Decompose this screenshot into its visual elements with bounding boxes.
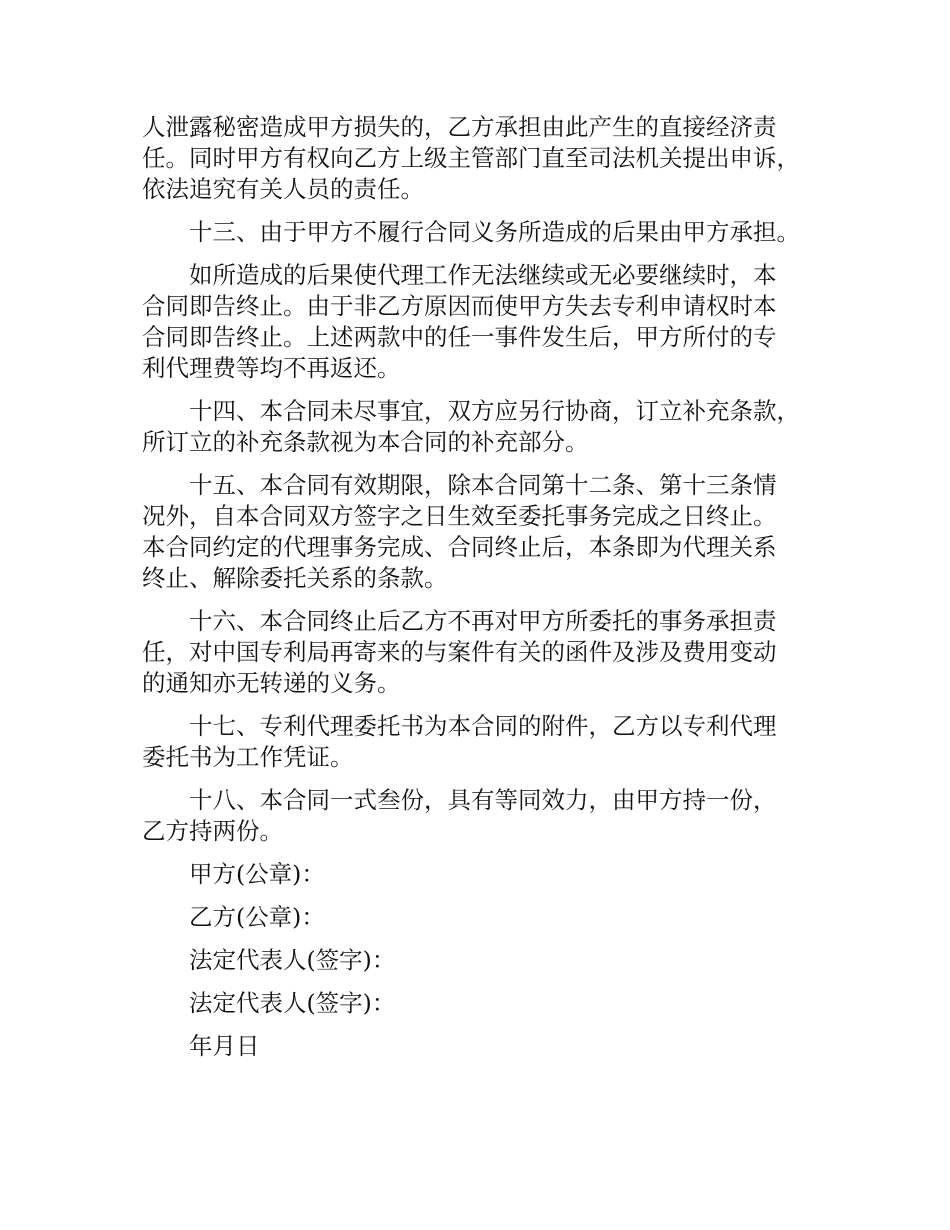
document-body	[142, 112, 810, 1062]
text-line: 况外，自本合同双方签字之日生效至委托事务完成之日终止。	[142, 502, 777, 530]
text-line: 十五、本合同有效期限，除本合同第十二条、第十三条情	[189, 471, 777, 499]
paragraph	[142, 859, 810, 890]
paragraph-spacer	[142, 458, 810, 470]
paragraph	[142, 902, 810, 933]
text-line: 如所造成的后果使代理工作无法继续或无必要继续时，本	[189, 261, 777, 289]
text-line: 法定代表人(签字)：	[189, 946, 396, 974]
text-line: 任。同时甲方有权向乙方上级主管部门直至司法机关提出申诉，	[142, 144, 800, 172]
text-line: 的通知亦无转递的义务。	[142, 669, 401, 697]
paragraph	[142, 470, 810, 594]
paragraph	[142, 217, 810, 248]
paragraph-spacer	[142, 384, 810, 396]
text-line: 乙方持两份。	[142, 817, 283, 845]
paragraph-spacer	[142, 1019, 810, 1031]
paragraph	[142, 988, 810, 1019]
paragraph-spacer	[142, 890, 810, 902]
paragraph-spacer	[142, 976, 810, 988]
paragraph-spacer	[142, 773, 810, 785]
paragraph	[142, 112, 810, 205]
paragraph	[142, 396, 810, 458]
paragraph	[142, 785, 810, 847]
paragraph	[142, 1031, 810, 1062]
paragraph	[142, 260, 810, 384]
text-line: 乙方(公章)：	[189, 903, 325, 931]
text-line: 所订立的补充条款视为本合同的补充部分。	[142, 428, 589, 456]
paragraph	[142, 945, 810, 976]
paragraph-spacer	[142, 847, 810, 859]
paragraph	[142, 606, 810, 699]
paragraph-spacer	[142, 933, 810, 945]
paragraph-spacer	[142, 594, 810, 606]
text-line: 任，对中国专利局再寄来的与案件有关的函件及涉及费用变动	[142, 638, 777, 666]
text-line: 十八、本合同一式叁份，具有等同效力，由甲方持一份，	[189, 786, 777, 814]
text-line: 十六、本合同终止后乙方不再对甲方所委托的事务承担责	[189, 607, 777, 635]
paragraph-spacer	[142, 248, 810, 260]
text-line: 年月日	[189, 1032, 260, 1060]
paragraph-spacer	[142, 205, 810, 217]
text-line: 甲方(公章)：	[189, 860, 325, 888]
text-line: 十三、由于甲方不履行合同义务所造成的后果由甲方承担。	[189, 218, 800, 246]
paragraph-spacer	[142, 699, 810, 711]
paragraph	[142, 711, 810, 773]
text-line: 人泄露秘密造成甲方损失的，乙方承担由此产生的直接经济责	[142, 113, 777, 141]
text-line: 本合同约定的代理事务完成、合同终止后，本条即为代理关系	[142, 533, 777, 561]
text-line: 十七、专利代理委托书为本合同的附件，乙方以专利代理	[189, 712, 777, 740]
text-line: 利代理费等均不再返还。	[142, 354, 401, 382]
text-line: 法定代表人(签字)：	[189, 989, 396, 1017]
text-line: 终止、解除委托关系的条款。	[142, 564, 448, 592]
text-line: 委托书为工作凭证。	[142, 743, 354, 771]
text-line: 合同即告终止。上述两款中的任一事件发生后，甲方所付的专	[142, 323, 777, 351]
text-line: 依法追究有关人员的责任。	[142, 175, 424, 203]
text-line: 十四、本合同未尽事宜，双方应另行协商，订立补充条款，	[189, 397, 800, 425]
text-line: 合同即告终止。由于非乙方原因而使甲方失去专利申请权时本	[142, 292, 777, 320]
